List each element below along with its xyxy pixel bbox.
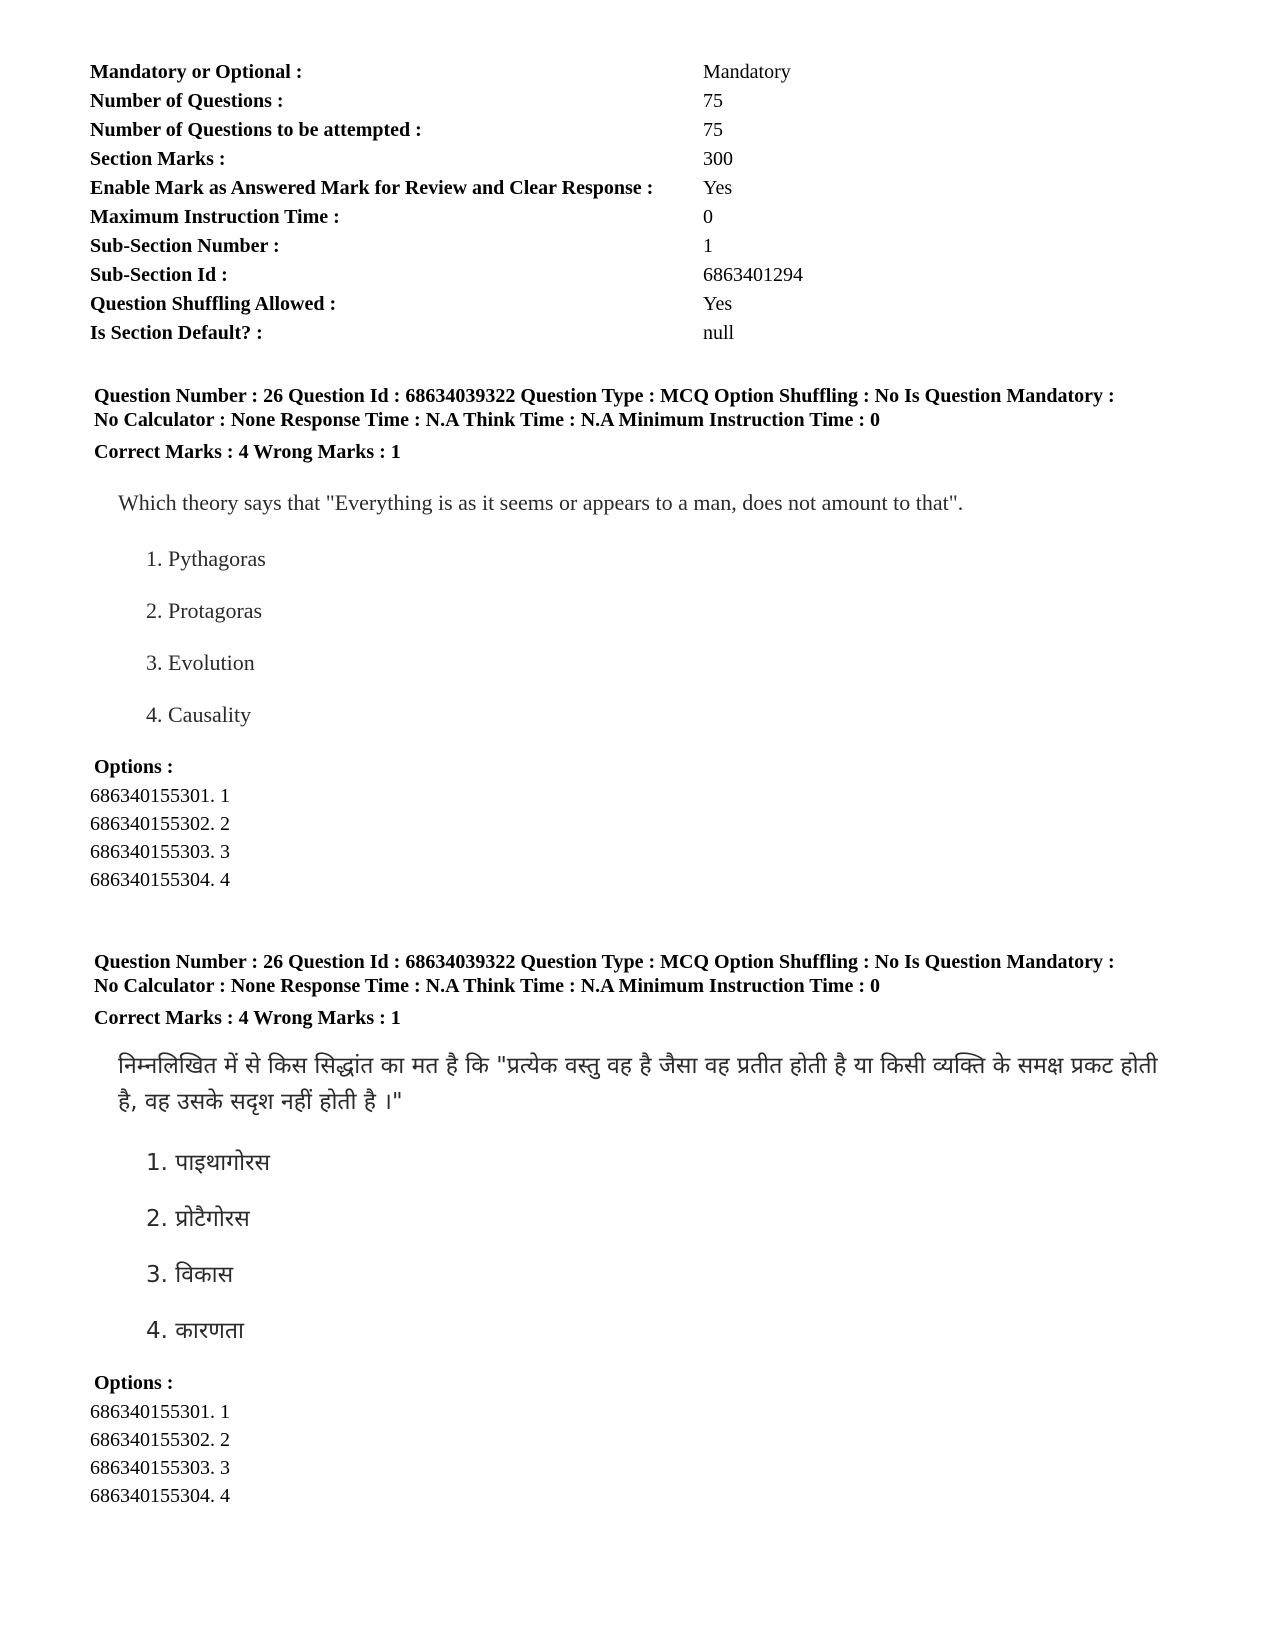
info-value: Mandatory (703, 61, 791, 83)
question-image (94, 464, 1204, 754)
info-value: 1 (703, 235, 713, 257)
answer-choice: 1. पाइथागोरस (146, 1150, 271, 1176)
answer-choice: 2. Protagoras (146, 598, 263, 623)
option-id-item: 686340155301. 1 (90, 1401, 230, 1423)
section-info-row (90, 261, 803, 290)
question-image (94, 1030, 1204, 1370)
section-info-row (90, 290, 803, 319)
info-value: null (703, 322, 735, 344)
info-label: Mandatory or Optional : (90, 61, 303, 83)
options-heading: Options : (94, 1372, 174, 1394)
info-label: Maximum Instruction Time : (90, 206, 340, 228)
section-info-row (90, 232, 803, 261)
section-info-row (90, 87, 803, 116)
option-id-item: 686340155302. 2 (90, 1429, 230, 1451)
option-id-item: 686340155303. 3 (90, 1457, 230, 1479)
info-value: 6863401294 (703, 264, 803, 286)
option-id-item: 686340155302. 2 (90, 813, 230, 835)
question-meta-line-1: Question Number : 26 Question Id : 68634039322 Question Type : MCQ Option Shuffling : No Is Question Mandatory : (94, 951, 1115, 973)
info-label: Number of Questions : (90, 90, 284, 112)
question-block-english (90, 384, 1204, 894)
section-info-row (90, 145, 803, 174)
answer-choice: 3. विकास (146, 1262, 234, 1288)
info-label: Question Shuffling Allowed : (90, 293, 337, 315)
option-id-item: 686340155301. 1 (90, 785, 230, 807)
info-value: 300 (703, 148, 733, 170)
option-id-list (90, 1398, 1204, 1510)
section-info-table (90, 58, 803, 348)
info-label: Is Section Default? : (90, 322, 263, 344)
info-value: Yes (703, 293, 733, 315)
info-value: 75 (703, 119, 723, 141)
info-value: Yes (703, 177, 733, 199)
info-label: Section Marks : (90, 148, 226, 170)
answer-choice: 4. कारणता (146, 1318, 244, 1344)
question-meta-line-1: Question Number : 26 Question Id : 68634039322 Question Type : MCQ Option Shuffling : No Is Question Mandatory : (94, 385, 1115, 407)
question-marks: Correct Marks : 4 Wrong Marks : 1 (94, 441, 401, 463)
answer-choice: 1. Pythagoras (146, 546, 266, 571)
option-id-item: 686340155303. 3 (90, 841, 230, 863)
question-text: Which theory says that "Everything is as it seems or appears to a man, does not amount to that". (118, 490, 964, 515)
section-info-row (90, 174, 803, 203)
option-id-item: 686340155304. 4 (90, 1485, 230, 1507)
info-value: 0 (703, 206, 713, 228)
answer-choice: 2. प्रोटैगोरस (146, 1206, 250, 1232)
question-meta-line-2: No Calculator : None Response Time : N.A Think Time : N.A Minimum Instruction Time : 0 (94, 975, 880, 997)
info-label: Number of Questions to be attempted : (90, 119, 422, 141)
answer-choice: 4. Causality (146, 702, 252, 727)
question-text: निम्नलिखित में से किस सिद्धांत का मत है कि "प्रत्येक वस्तु वह है जैसा वह प्रतीत होती है या किसी व्यक्ति के समक्ष प्रकट होती है, वह उसके सदृश नहीं होती है ।" (118, 1053, 1158, 1115)
section-info-row (90, 58, 803, 87)
section-info-row (90, 116, 803, 145)
option-id-item: 686340155304. 4 (90, 869, 230, 891)
info-value: 75 (703, 90, 723, 112)
section-info-row (90, 319, 803, 348)
question-meta-line-2: No Calculator : None Response Time : N.A Think Time : N.A Minimum Instruction Time : 0 (94, 409, 880, 431)
info-label: Sub-Section Id : (90, 264, 228, 286)
info-label: Sub-Section Number : (90, 235, 280, 257)
options-heading: Options : (94, 756, 174, 778)
answer-choice: 3. Evolution (146, 650, 255, 675)
info-label: Enable Mark as Answered Mark for Review and Clear Response : (90, 177, 654, 199)
question-marks: Correct Marks : 4 Wrong Marks : 1 (94, 1007, 401, 1029)
question-block-hindi (90, 950, 1204, 1510)
option-id-list (90, 782, 1204, 894)
section-info-row (90, 203, 803, 232)
